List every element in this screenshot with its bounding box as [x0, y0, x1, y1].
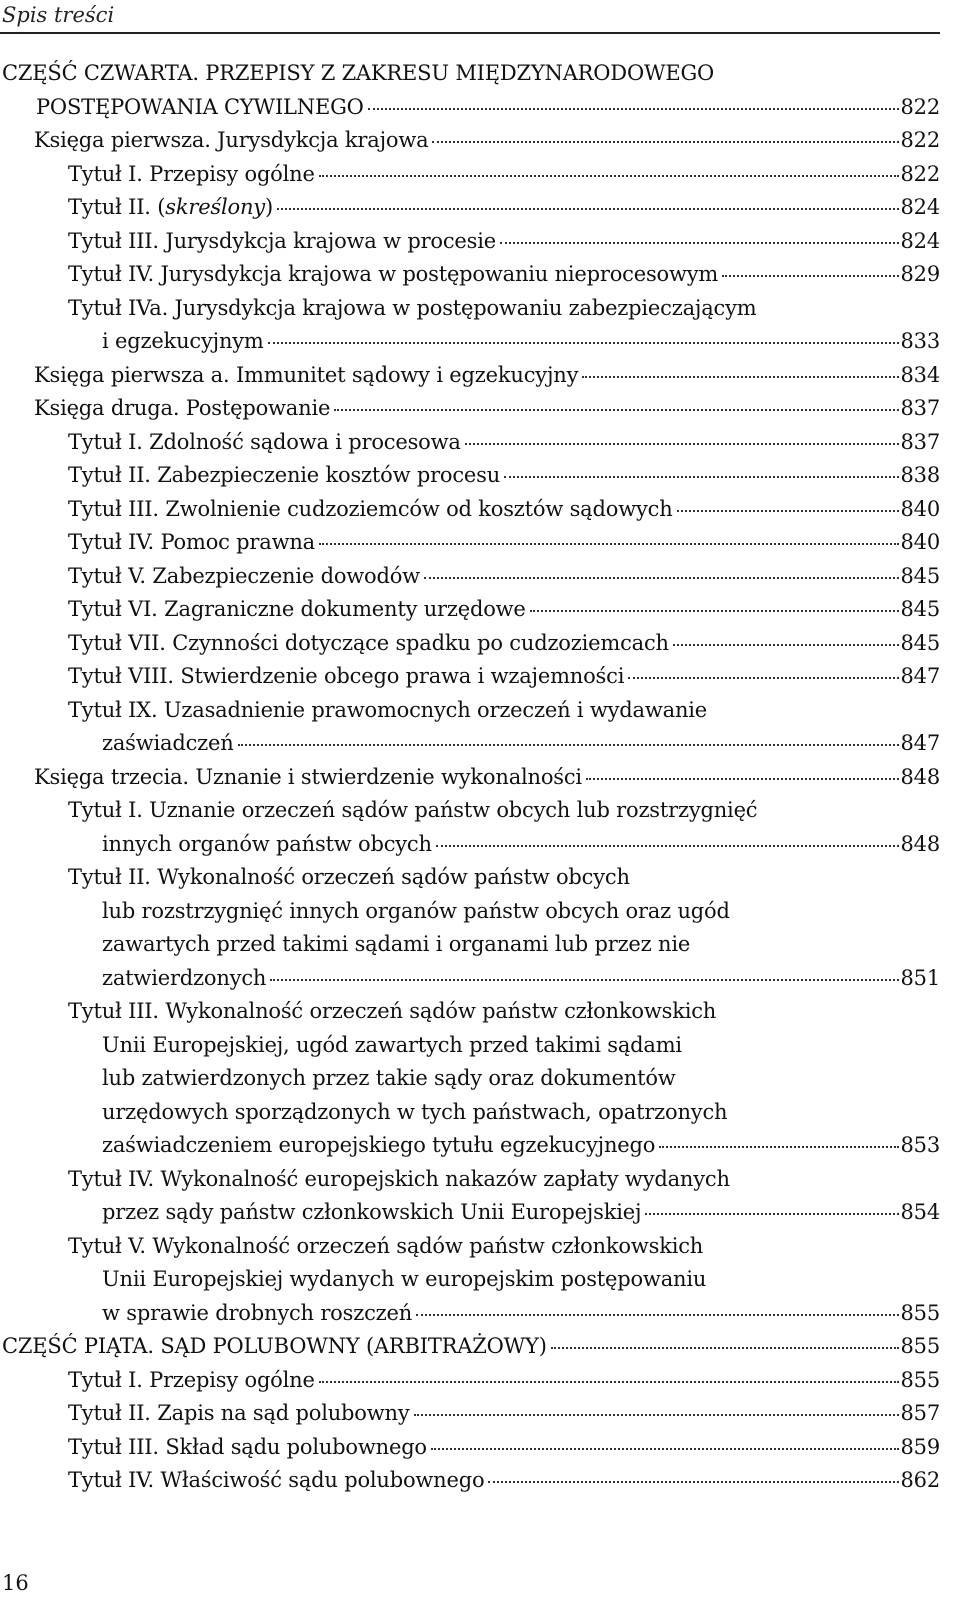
toc-entry-line [34, 392, 940, 426]
toc-entry-line [68, 1297, 940, 1331]
toc-entry-title: Tytuł III. Jurysdykcja krajowa w procesie [68, 228, 496, 253]
toc-entry-title: zaświadczeniem europejskiego tytułu egzekucyjnego [102, 1133, 656, 1157]
toc-entry-title: Tytuł V. Wykonalność orzeczeń sądów państw członkowskich [68, 1233, 704, 1258]
toc-entry-title: Tytuł I. Zdolność sądowa i procesowa [68, 429, 461, 454]
toc-entry-line [68, 895, 940, 929]
dot-leader [551, 1347, 899, 1349]
toc-entry-line [68, 593, 940, 627]
dot-leader [465, 443, 899, 445]
toc-entry-line [68, 526, 940, 560]
toc-entry [0, 57, 940, 124]
toc-entry-page: 859 [900, 1434, 940, 1459]
dot-leader [270, 979, 898, 981]
dot-leader [319, 1381, 899, 1383]
dot-leader [414, 1414, 899, 1416]
toc-entry [0, 761, 940, 795]
toc-entry [0, 560, 940, 594]
toc-entry [0, 694, 940, 761]
dot-leader [319, 543, 899, 545]
toc-entry-title: Tytuł IV. Wykonalność europejskich nakazów zapłaty wydanych [68, 1166, 730, 1191]
toc-entry-line [68, 459, 940, 493]
toc-entry-title: Tytuł VI. Zagraniczne dokumenty urzędowe [68, 597, 526, 621]
toc-entry-title: urzędowych sporządzonych w tych państwach, opatrzonych [102, 1099, 728, 1124]
dot-leader [722, 275, 898, 277]
toc-entry-line [68, 1431, 940, 1465]
toc-entry [0, 995, 940, 1163]
toc-entry [0, 191, 940, 225]
toc-entry-title: Tytuł VIII. Stwierdzenie obcego prawa i wzajemności [68, 664, 625, 688]
toc-entry [0, 392, 940, 426]
dot-leader [416, 1314, 898, 1316]
toc-entry-title: Tytuł II. Wykonalność orzeczeń sądów państw obcych [68, 865, 630, 889]
toc-entry-line [68, 1029, 940, 1063]
toc-entry-title-italic: skreślony [165, 195, 265, 219]
toc-entry-title: Unii Europejskiej, ugód zawartych przed takimi sądami [102, 1032, 682, 1057]
toc-entry-line [68, 225, 940, 259]
toc-entry-page: 855 [900, 1367, 940, 1392]
toc-entry-line [68, 258, 940, 292]
toc-entry [0, 660, 940, 694]
toc-entry-line [34, 124, 940, 158]
toc-entry [0, 359, 940, 393]
toc-entry-line [68, 1364, 940, 1398]
toc-entry-title: zatwierdzonych [102, 965, 267, 990]
toc-entry-title: Tytuł III. Zwolnienie cudzoziemców od kosztów sądowych [68, 496, 673, 521]
toc-entry-page: 834 [900, 362, 940, 387]
toc-entry [0, 526, 940, 560]
toc-entry-title: Księga druga. Postępowanie [34, 396, 331, 420]
toc-entry-line [68, 861, 940, 895]
dot-leader [432, 141, 898, 143]
toc-entry-line [68, 1196, 940, 1230]
toc-entry [0, 593, 940, 627]
toc-entry-page: 848 [900, 764, 940, 789]
toc-entry-page: 822 [900, 161, 940, 186]
dot-leader [504, 476, 898, 478]
toc-entry-title: CZĘŚĆ PIĄTA. SĄD POLUBOWNY (ARBITRAŻOWY) [2, 1334, 547, 1358]
toc-entry [0, 627, 940, 661]
toc-entry-page: 824 [900, 228, 940, 253]
dot-leader [586, 778, 899, 780]
toc-entry-page: 824 [900, 195, 940, 219]
toc-entry-line [68, 962, 940, 996]
toc-entry [0, 258, 940, 292]
toc-entry-page: 822 [900, 94, 940, 119]
toc-entry-title: Tytuł IX. Uzasadnienie prawomocnych orzeczeń i wydawanie [68, 697, 708, 722]
toc-entry-page: 855 [900, 1300, 940, 1325]
toc-entry-title: zaświadczeń [102, 731, 234, 755]
toc-entry-page: 857 [900, 1401, 940, 1425]
toc-entry-line [68, 560, 940, 594]
toc-entry [0, 861, 940, 995]
toc-entry-page: 837 [900, 396, 940, 420]
toc-entry-line [68, 828, 940, 862]
toc-entry [0, 1397, 940, 1431]
toc-entry-title: CZĘŚĆ CZWARTA. PRZEPISY Z ZAKRESU MIĘDZYNARODOWEGO [2, 61, 715, 85]
dot-leader [677, 510, 899, 512]
toc-entry-title: Tytuł I. Przepisy ogólne [68, 161, 315, 186]
toc-entry-page: 853 [900, 1133, 940, 1157]
dot-leader [424, 577, 899, 579]
dot-leader [645, 1213, 898, 1215]
toc-entry-line [34, 359, 940, 393]
toc-entry-line [2, 57, 940, 91]
toc-entry [0, 1464, 940, 1498]
toc-entry [0, 794, 940, 861]
dot-leader [659, 1146, 898, 1148]
toc-entry [0, 493, 940, 527]
toc-entry-page: 855 [900, 1334, 940, 1358]
toc-entry-title: Księga pierwsza. Jurysdykcja krajowa [34, 128, 429, 152]
toc-entry-page: 845 [900, 563, 940, 588]
toc-entry [0, 1230, 940, 1331]
toc-entry-line [68, 727, 940, 761]
toc-entry-line [34, 761, 940, 795]
toc-entry-page: 848 [900, 831, 940, 856]
toc-entry-line [68, 1062, 940, 1096]
toc-entry-title: Księga trzecia. Uznanie i stwierdzenie wykonalności [34, 764, 582, 789]
dot-leader [238, 744, 899, 746]
toc-entry-page: 845 [900, 630, 940, 655]
toc-entry [0, 158, 940, 192]
toc-entry-page: 845 [900, 597, 940, 621]
page-number: 16 [2, 1571, 29, 1595]
toc-entry-title: POSTĘPOWANIA CYWILNEGO [36, 94, 364, 119]
toc-entry-line [68, 660, 940, 694]
toc-entry-page: 833 [900, 329, 940, 353]
toc-entry [0, 1431, 940, 1465]
toc-entry-title [68, 191, 273, 225]
toc-entry-page: 847 [900, 664, 940, 688]
dot-leader [628, 677, 898, 679]
toc-entry-page: 854 [900, 1200, 940, 1224]
toc-entry-title: Tytuł IVa. Jurysdykcja krajowa w postępowaniu zabezpieczającym [68, 295, 757, 320]
toc-entry-page: 840 [900, 496, 940, 521]
toc-entry-title: Księga pierwsza a. Immunitet sądowy i egzekucyjny [34, 362, 579, 387]
toc-entry-title: Tytuł IV. Pomoc prawna [68, 530, 315, 554]
header-rule [0, 32, 940, 34]
toc-entry-title: innych organów państw obcych [102, 831, 432, 856]
toc-entry-title: Unii Europejskiej wydanych w europejskim postępowaniu [102, 1267, 707, 1291]
toc-entry-page: 862 [900, 1468, 940, 1492]
toc-entry-line [2, 91, 940, 125]
toc-entry-line [68, 627, 940, 661]
toc-entry-line [68, 694, 940, 728]
toc-entry [0, 225, 940, 259]
toc-entry-title: Tytuł II. Zabezpieczenie kosztów procesu [68, 463, 501, 487]
toc-entry-line [68, 1096, 940, 1130]
toc-entry-line [68, 1263, 940, 1297]
toc-entry-line [68, 1163, 940, 1197]
dot-leader [582, 376, 898, 378]
toc-entry [0, 459, 940, 493]
toc-entry-title: Tytuł III. Skład sądu polubownego [68, 1434, 427, 1459]
toc-entry-page: 822 [900, 128, 940, 152]
running-head: Spis treści [2, 3, 115, 27]
toc-entry [0, 1330, 940, 1364]
dot-leader [334, 409, 898, 411]
toc-entry-page: 840 [900, 530, 940, 554]
toc-entry-line [68, 426, 940, 460]
toc-entry-title: Tytuł I. Uznanie orzeczeń sądów państw obcych lub rozstrzygnięć [68, 798, 758, 822]
toc-entry-page: 851 [900, 965, 940, 990]
dot-leader [436, 845, 899, 847]
toc-entry-line [68, 158, 940, 192]
toc-entry [0, 124, 940, 158]
toc-entry-page: 838 [900, 463, 940, 487]
toc-entry-title: Tytuł IV. Właściwość sądu polubownego [68, 1468, 485, 1492]
dot-leader [431, 1448, 899, 1450]
toc-entry-title-part: Tytuł II. ( [68, 195, 166, 219]
toc-entry [0, 1364, 940, 1398]
dot-leader [530, 610, 899, 612]
toc-entry-title: lub zatwierdzonych przez takie sądy oraz dokumentów [102, 1066, 676, 1090]
toc-entry [0, 292, 940, 359]
dot-leader [277, 208, 899, 210]
toc-entry-line [68, 1230, 940, 1264]
dot-leader [673, 644, 899, 646]
toc-entry [0, 1163, 940, 1230]
toc-entry-title: zawartych przed takimi sądami i organami lub przez nie [102, 932, 691, 956]
toc-entry-line [68, 1464, 940, 1498]
toc-entry-title: przez sądy państw członkowskich Unii Europejskiej [102, 1200, 642, 1224]
toc-entry-line [68, 928, 940, 962]
toc-entry [0, 426, 940, 460]
toc-entry-line [68, 493, 940, 527]
toc-entry-title: w sprawie drobnych roszczeń [102, 1300, 413, 1325]
toc-entry-title: lub rozstrzygnięć innych organów państw obcych oraz ugód [102, 898, 730, 923]
toc-entry-page: 847 [900, 731, 940, 755]
toc-entry-title: Tytuł I. Przepisy ogólne [68, 1367, 315, 1392]
toc-entry-title: i egzekucyjnym [102, 329, 264, 353]
toc-entry-title: Tytuł III. Wykonalność orzeczeń sądów państw członkowskich [68, 999, 717, 1023]
toc-entry-page: 837 [900, 429, 940, 454]
toc-entry-line [2, 1330, 940, 1364]
toc-entry-title-part: ) [264, 195, 273, 219]
toc-entry-line [68, 191, 940, 225]
table-of-contents [0, 57, 940, 1498]
toc-entry-page: 829 [900, 262, 940, 286]
dot-leader [368, 108, 899, 110]
toc-entry-line [68, 292, 940, 326]
dot-leader [500, 242, 899, 244]
toc-entry-title: Tytuł VII. Czynności dotyczące spadku po cudzoziemcach [68, 630, 669, 655]
toc-entry-line [68, 995, 940, 1029]
dot-leader [319, 175, 899, 177]
toc-entry-line [68, 1129, 940, 1163]
toc-entry-line [68, 794, 940, 828]
toc-entry-title: Tytuł II. Zapis na sąd polubowny [68, 1401, 410, 1425]
toc-entry-title: Tytuł IV. Jurysdykcja krajowa w postępowaniu nieprocesowym [68, 262, 719, 286]
toc-entry-line [68, 325, 940, 359]
toc-entry-title: Tytuł V. Zabezpieczenie dowodów [68, 563, 420, 588]
toc-entry-line [68, 1397, 940, 1431]
dot-leader [488, 1481, 898, 1483]
dot-leader [268, 342, 899, 344]
